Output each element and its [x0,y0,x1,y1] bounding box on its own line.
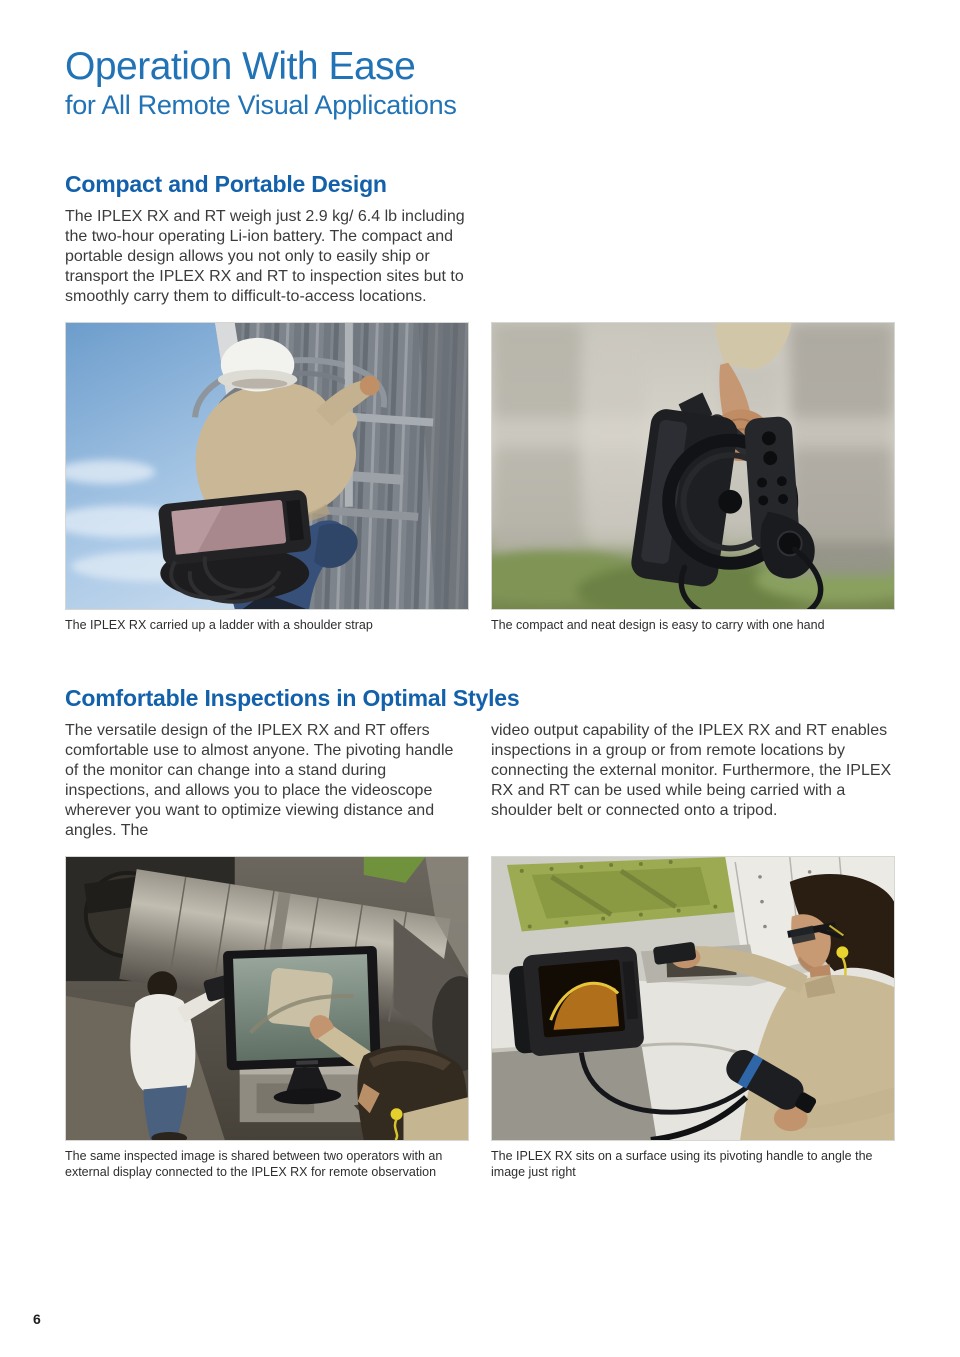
one-hand-carry-illustration [492,323,894,609]
section-2-heading: Comfortable Inspections in Optimal Styles [65,685,520,712]
photo-one-hand-carry [491,322,895,610]
figure-one-hand-carry [491,322,895,633]
photo-two-operators [65,856,469,1141]
section-2-columns [65,721,895,841]
photo-caption-one-hand: The compact and neat design is easy to carry with one hand [491,618,825,633]
photo-caption-ladder: The IPLEX RX carried up a ladder with a shoulder strap [65,618,373,633]
photo-caption-pivoting-handle: The IPLEX RX sits on a surface using its pivoting handle to angle the image just right [491,1149,873,1180]
section-2-body-right: video output capability of the IPLEX RX and RT enables inspections in a group or from remote locations by connecting the external monitor. Furthermore, the IPLEX RX and RT can be used while being carried with a shoulder belt or connected onto a tripod. [491,722,892,820]
two-operators-illustration [66,857,468,1140]
photo-pivoting-handle [491,856,895,1141]
section-1-heading: Compact and Portable Design [65,171,387,198]
section-compact-portable-design [65,171,895,633]
figure-two-operators [65,856,469,1180]
photo-ladder-climb [65,322,469,610]
section-1-body: The IPLEX RX and RT weigh just 2.9 kg/ 6.4 lb including the two-hour operating Li-ion battery. The compact and portable design allows you not only to easily ship or transport the IPLEX RX and RT to inspection sites but to smoothly carry them to difficult-to-access locations. [65,208,465,306]
section-2-body-left: The versatile design of the IPLEX RX and RT offers comfortable use to almost anyone. The pivoting handle of the monitor can change into a stand during inspections, and allows you to place the videoscope wherever you want to optimize viewing distance and angles. The [65,722,454,840]
photo-caption-two-operators: The same inspected image is shared between two operators with an external display connected to the IPLEX RX for remote observation [65,1149,443,1180]
figure-ladder-climb [65,322,469,633]
photo-row-2 [65,856,895,1180]
page-number: 6 [33,1311,41,1327]
ladder-climb-illustration [66,323,468,609]
section-comfortable-inspections [65,685,895,1180]
page-subtitle: for All Remote Visual Applications [65,90,457,121]
page-title: Operation With Ease [65,45,416,88]
page-header [65,46,895,121]
figure-pivoting-handle [491,856,895,1180]
pivoting-handle-illustration [492,857,894,1140]
photo-row-1 [65,322,895,633]
